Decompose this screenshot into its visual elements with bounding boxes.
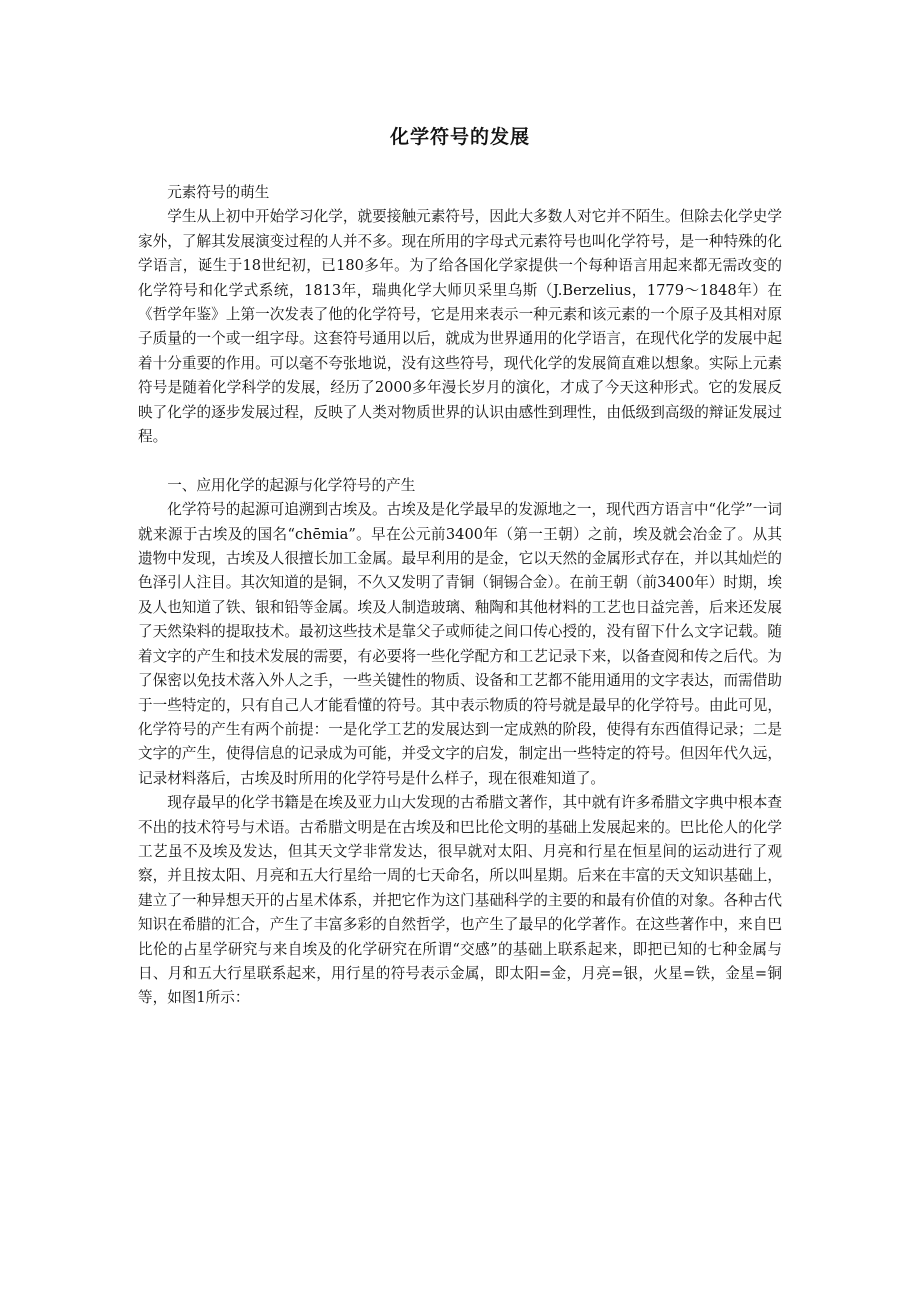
section-heading: 元素符号的萌生 xyxy=(167,184,270,201)
body-paragraph: 化学符号的起源可追溯到古埃及。古埃及是化学最早的发源地之一，现代西方语言中“化学”一词就来源于古埃及的国名“chēmia”。早在公元前3400年（第一王朝）之前，埃及就会冶金了。从其遗物中发现，古埃及人很擅长加工金属。最早利用的是金，它以天然的金属形式存在，并以其灿烂的色泽引人注目。其次知道的是铜，不久又发明了青铜（铜锡合金）。在前王朝（前3400年）时期，埃及人也知道了铁、银和铅等金属。埃及人制造玻璃、釉陶和其他材料的工艺也日益完善，后来还发展了天然染料的提取技术。最初这些技术是靠父子或师徒之间口传心授的，没有留下什么文字记载。随着文字的产生和技术发展的需要，有必要将一些化学配方和工艺记录下来，以备查阅和传之后代。为了保密以免技术落入外人之手，一些关键性的物质、设备和工艺都不能用通用的文字表达，而需借助于一些特定的，只有自己人才能看懂的符号。其中表示物质的符号就是最早的化学符号。由此可见，化学符号的产生有两个前提：一是化学工艺的发展达到一定成熟的阶段，使得有东西值得记录；二是文字的产生，使得信息的记录成为可能，并受文字的启发，制定出一些特定的符号。但因年代久远，记录材料落后，古埃及时所用的化学符号是什么样子，现在很难知道了。 xyxy=(138,501,782,787)
body-paragraph: 学生从上初中开始学习化学，就要接触元素符号，因此大多数人对它并不陌生。但除去化学史学家外，了解其发展演变过程的人并不多。现在所用的字母式元素符号也叫化学符号，是一种特殊的化学语言，诞生于18世纪初，已180多年。为了给各国化学家提供一个每种语言用起来都无需改变的化学符号和化学式系统，1813年，瑞典化学大师贝采里乌斯（J.Berzelius，1779～1848年）在《哲学年鉴》上第一次发表了他的化学符号，它是用来表示一种元素和该元素的一个原子及其相对原子质量的一个或一组字母。这套符号通用以后，就成为世界通用的化学语言，在现代化学的发展中起着十分重要的作用。可以毫不夸张地说，没有这些符号，现代化学的发展简直难以想象。实际上元素符号是随着化学科学的发展，经历了2000多年漫长岁月的演化，才成了今天这种形式。它的发展反映了化学的逐步发展过程，反映了人类对物质世界的认识由感性到理性，由低级到高级的辩证发展过程。 xyxy=(138,208,782,446)
body-paragraph: 现存最早的化学书籍是在埃及亚力山大发现的古希腊文著作，其中就有许多希腊文字典中根本查不出的技术符号与术语。古希腊文明是在古埃及和巴比伦文明的基础上发展起来的。巴比伦人的化学工艺虽不及埃及发达，但其天文学非常发达，很早就对太阳、月亮和行星在恒星间的运动进行了观察，并且按太阳、月亮和五大行星给一周的七天命名，所以叫星期。后来在丰富的天文知识基础上，建立了一种异想天开的占星术体系，并把它作为这门基础科学的主要的和最有价值的对象。各种古代知识在希腊的汇合，产生了丰富多彩的自然哲学，也产生了最早的化学著作。在这些著作中，来自巴比伦的占星学研究与来自埃及的化学研究在所谓“交感”的基础上联系起来，即把已知的七种金属与日、月和五大行星联系起来，用行星的符号表示金属，即太阳=金，月亮=银，火星=铁，金星=铜等，如图1所示： xyxy=(138,794,782,1007)
section-applied-chemistry-origin xyxy=(138,474,782,1011)
document-title: 化学符号的发展 xyxy=(389,126,530,148)
section-heading: 一、应用化学的起源与化学符号的产生 xyxy=(167,476,416,494)
paragraph-spacer xyxy=(138,449,782,473)
document-body xyxy=(138,181,782,1011)
section-element-symbols-origin xyxy=(138,181,782,449)
